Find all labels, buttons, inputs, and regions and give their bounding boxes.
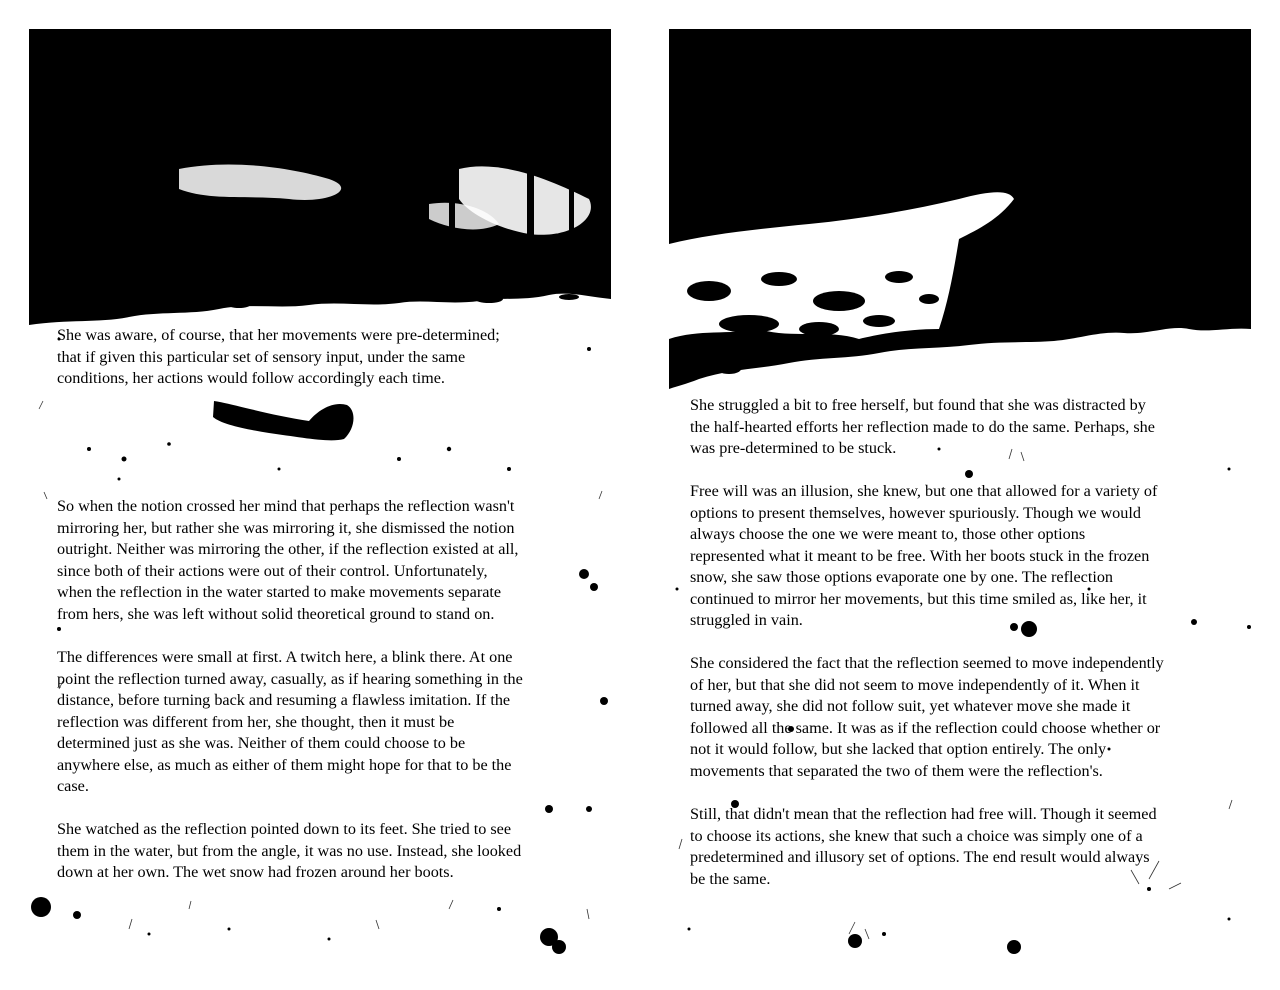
left-paragraph-2: So when the notion crossed her mind that perhaps the reflection wasn't mirroring her, but rather she was mirroring it, she dismissed the notion outright. Neither was mirroring the other, if the reflection existed at all, since both of their actions were out of their control. Unfortunately, when the reflection in the water started to make movements separate from hers, she was left without solid theoretical ground to stand on. [57,497,519,623]
right-paragraph-3: She considered the fact that the reflection seemed to move independently of her, but that she did not seem to move independently of it. When it turned away, she did not follow suit, yet whatever move she made it followed all the same. It was as if the reflection could choose whether or not it would follow, but she lacked that option entirely. The only movements that separated the two of them were the reflection's. [690,654,1164,780]
left-paragraph-1: She was aware, of course, that her movements were pre-determined; that if given this particular set of sensory input, under the same conditions, her actions would follow accordingly each time. [57,326,500,387]
right-paragraph-1: She struggled a bit to free herself, but found that she was distracted by the half-hearted efforts her reflection made to do the same. Perhaps, she was pre-determined to be stuck. [690,396,1155,457]
right-page [669,29,1251,961]
right-paragraph-2: Free will was an illusion, she knew, but one that allowed for a variety of options to present themselves, however spuriously. Though we would always choose the one we were meant to, those other options represented what it meant to be free. With her boots stuck in the frozen snow, she saw those options evaporate one by one. The reflection continued to mirror her movements, but this time smiled as, like her, it struggled in vain. [690,482,1158,629]
left-paragraph-3: The differences were small at first. A twitch here, a blink there. At one point the reflection turned away, casually, as if hearing something in the distance, before turning back and resuming a flawless imitation. If the reflection was different from her, she thought, then it must be determined just as she was. Neither of them could choose to be anywhere else, as much as either of them might hope for that to be the case. [57,648,523,795]
right-paragraph-4: Still, that didn't mean that the reflection had free will. Though it seemed to choose its actions, she knew that such a choice was simply one of a predetermined and illusory set of options. The end result would always be the same. [690,805,1157,888]
left-paragraph-4: She watched as the reflection pointed down to its feet. She tried to see them in the water, but from the angle, it was no use. Instead, she looked down at her own. The wet snow had frozen around her boots. [57,820,522,881]
left-page [29,29,611,961]
